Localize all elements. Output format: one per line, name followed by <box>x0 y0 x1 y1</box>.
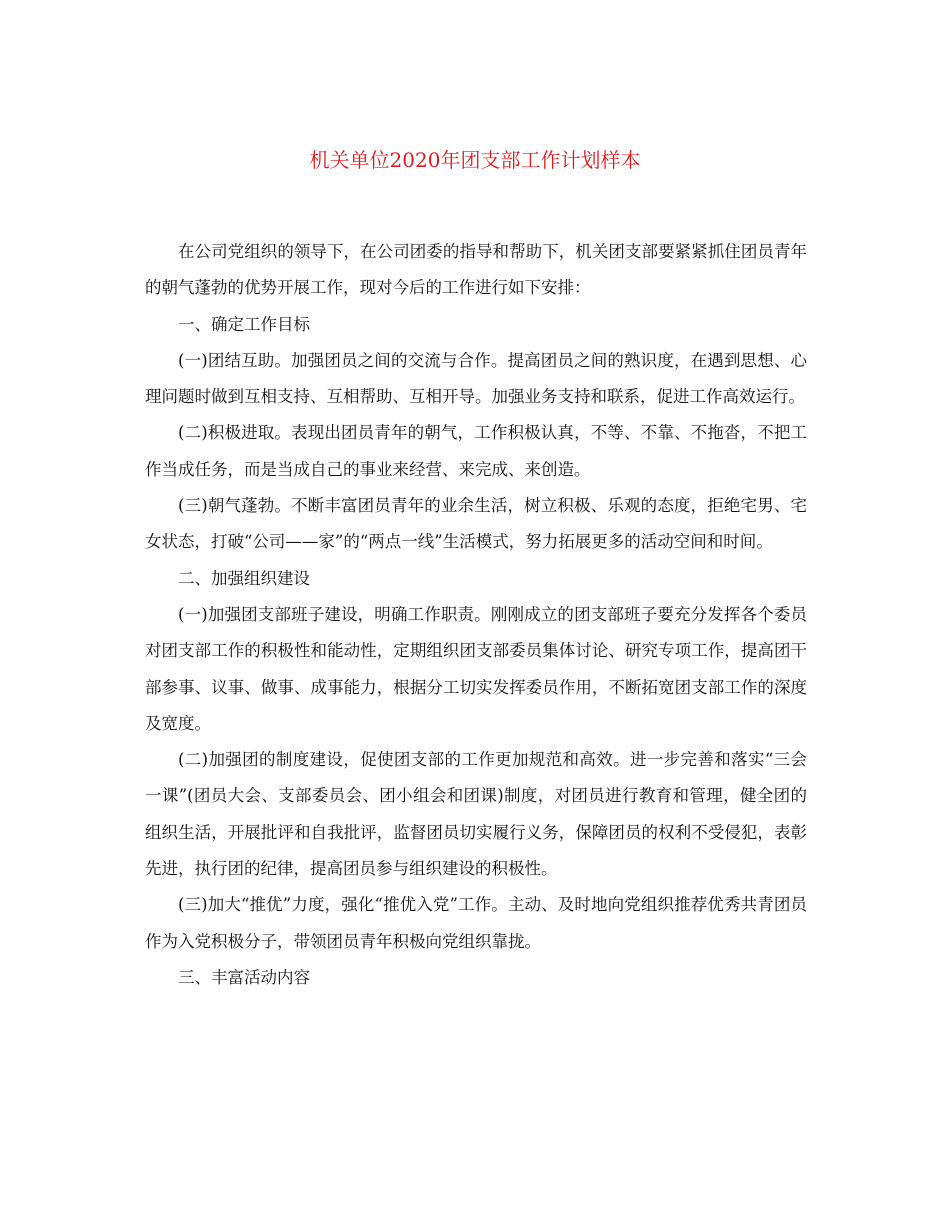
document-title: 机关单位2020年团支部工作计划样本 <box>309 148 641 172</box>
section-heading-activities: 三、丰富活动内容 <box>178 967 310 987</box>
paragraph-org-1: (一)加强团支部班子建设，明确工作职责。刚刚成立的团支部班子要充分发挥各个委员对团支部工作的积极性和能动性，定期组织团支部委员集体讨论、研究专项工作，提高团干部参事、议事、做事、成事能力，根据分工切实发挥委员作用，不断拓宽团支部工作的深度及宽度。 <box>145 604 807 733</box>
paragraph-org-3: (三)加大“推优”力度，强化“推优入党”工作。主动、及时地向党组织推荐优秀共青团员作为入党积极分子，带领团员青年积极向党组织靠拢。 <box>145 895 807 951</box>
paragraph-goal-2: (二)积极进取。表现出团员青年的朝气，工作积极认真，不等、不靠、不拖沓，不把工作当成任务，而是当成自己的事业来经营、来完成、来创造。 <box>145 423 807 479</box>
paragraph-goal-3: (三)朝气蓬勃。不断丰富团员青年的业余生活，树立积极、乐观的态度，拒绝宅男、宅女状态，打破“公司——家”的“两点一线”生活模式，努力拓展更多的活动空间和时间。 <box>145 496 807 552</box>
section-heading-goals: 一、确定工作目标 <box>178 314 310 334</box>
document-body <box>145 234 807 996</box>
paragraph-org-2: (二)加强团的制度建设，促使团支部的工作更加规范和高效。进一步完善和落实“三会一课”(团员大会、支部委员会、团小组会和团课)制度，对团员进行教育和管理，健全团的组织生活，开展批评和自我批评，监督团员切实履行义务，保障团员的权利不受侵犯，表彰先进，执行团的纪律，提高团员参与组织建设的积极性。 <box>145 750 807 879</box>
paragraph-goal-1: (一)团结互助。加强团员之间的交流与合作。提高团员之间的熟识度，在遇到思想、心理问题时做到互相支持、互相帮助、互相开导。加强业务支持和联系，促进工作高效运行。 <box>145 350 807 407</box>
intro-paragraph: 在公司党组织的领导下，在公司团委的指导和帮助下，机关团支部要紧紧抓住团员青年的朝气蓬勃的优势开展工作，现对今后的工作进行如下安排： <box>145 242 807 298</box>
section-heading-organization: 二、加强组织建设 <box>178 568 310 588</box>
